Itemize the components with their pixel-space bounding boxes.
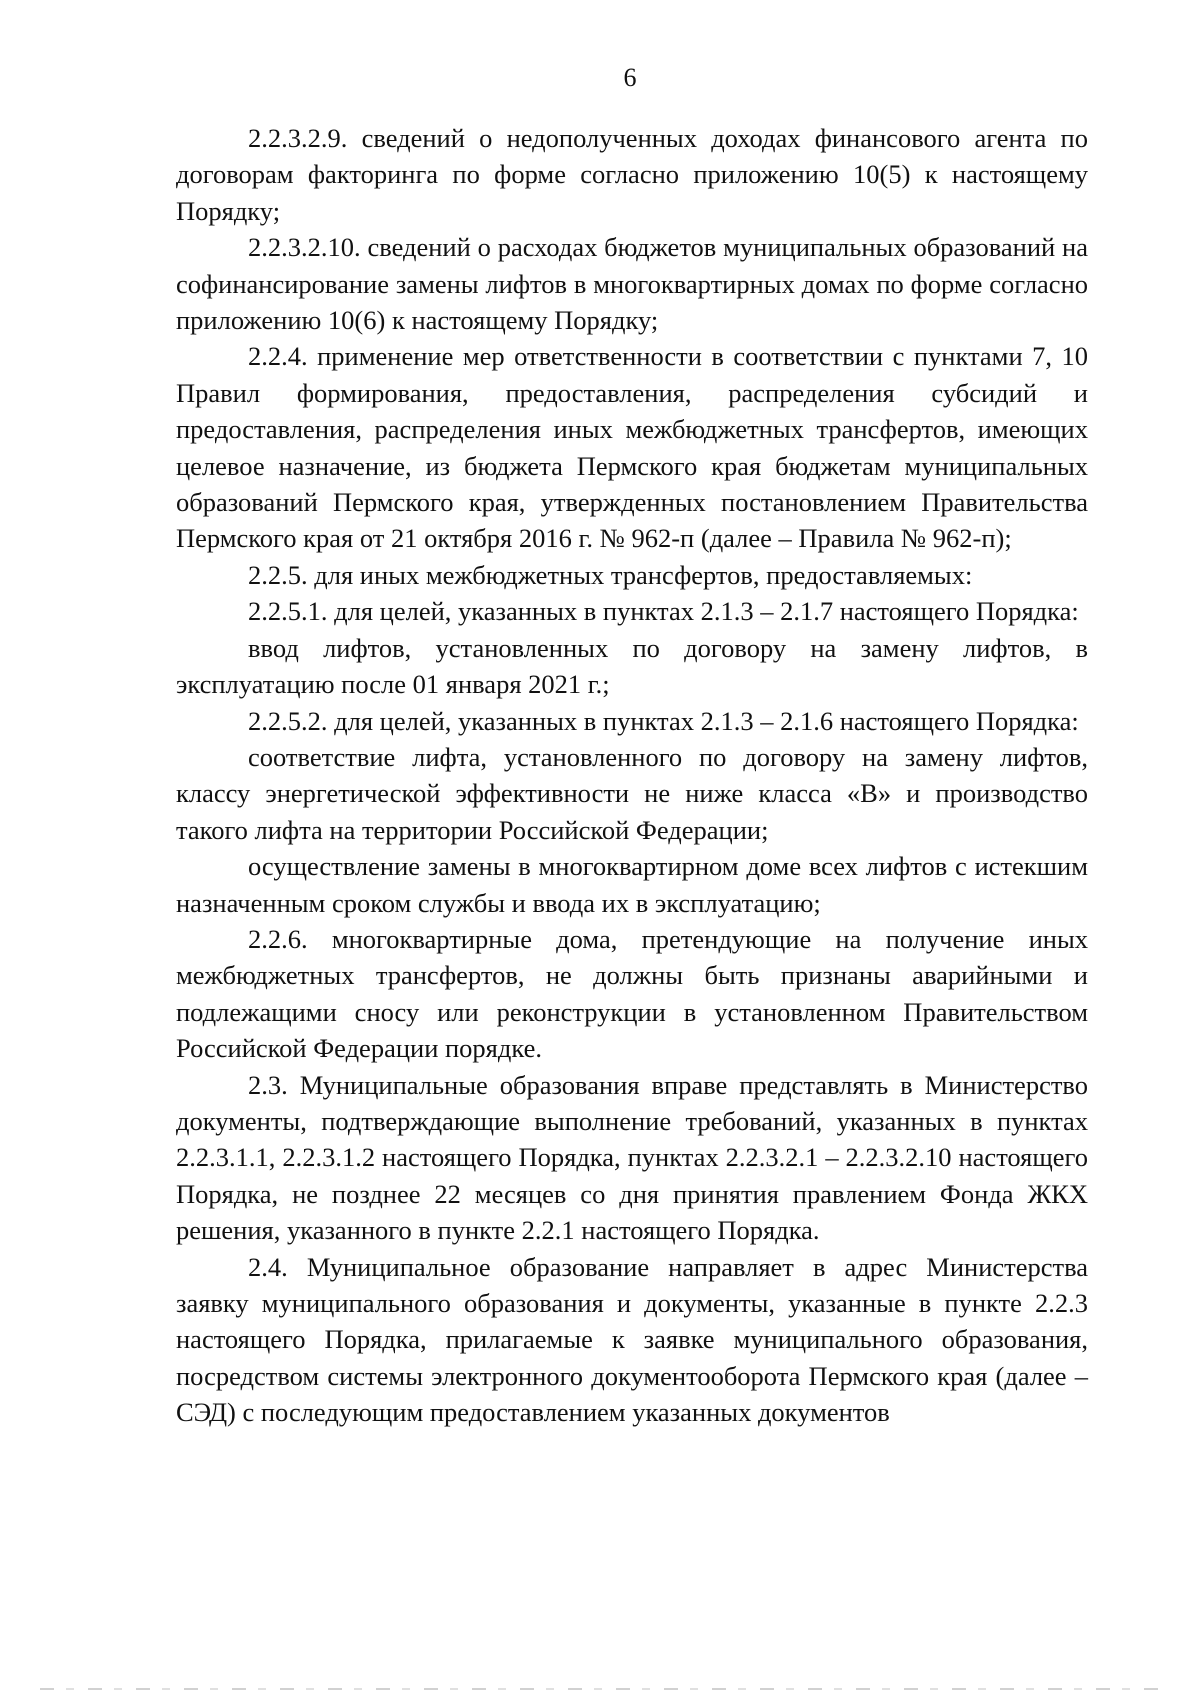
- paragraph-2-2-5-2: 2.2.5.2. для целей, указанных в пунктах 2.1.3 – 2.1.6 настоящего Порядка:: [248, 705, 1079, 736]
- paragraph-2-2-5-1: 2.2.5.1. для целей, указанных в пунктах 2.1.3 – 2.1.7 настоящего Порядка:: [248, 596, 1079, 627]
- paragraph-2-2-3-2-10: 2.2.3.2.10. сведений о расходах бюджетов муниципальных образований на софинансирование замены лифтов в многоквартирных домах по форме согласно приложению 10(6) к настоящему Порядку;: [176, 232, 1088, 336]
- paragraph-2-2-4: 2.2.4. применение мер ответственности в соответствии с пунктами 7, 10 Правил формирования, предоставления, распределения субсидий и предоставления, распределения иных межбюджетных трансфертов, имеющих целевое назначение, из бюджета Пермского края бюджетам муниципальных образований Пермского края, утвержденных постановлением Правительства Пермского края от 21 октября 2016 г. № 962-п (далее – Правила № 962-п);: [176, 341, 1088, 554]
- paragraph-lift-commissioning: ввод лифтов, установленных по договору на замену лифтов, в эксплуатацию после 01 января 2021 г.;: [176, 632, 1088, 700]
- scan-edge-artifact: [40, 1688, 1160, 1690]
- paragraph-2-2-6: 2.2.6. многоквартирные дома, претендующие на получение иных межбюджетных трансфертов, не должны быть признаны аварийными и подлежащими сносу или реконструкции в установленном Правительством Российской Федерации порядке.: [176, 923, 1088, 1064]
- paragraph-energy-class: соответствие лифта, установленного по договору на замену лифтов, классу энергетической эффективности не ниже класса «В» и производство такого лифта на территории Российской Федерации;: [176, 741, 1088, 845]
- paragraph-2-2-3-2-9: 2.2.3.2.9. сведений о недополученных доходах финансового агента по договорам факторинга по форме согласно приложению 10(5) к настоящему Порядку;: [176, 123, 1088, 226]
- paragraph-all-lifts-replacement: осуществление замены в многоквартирном доме всех лифтов с истекшим назначенным сроком службы и ввода их в эксплуатацию;: [176, 851, 1088, 918]
- paragraph-2-2-5: 2.2.5. для иных межбюджетных трансфертов, предоставляемых:: [248, 559, 973, 590]
- paragraph-2-3: 2.3. Муниципальные образования вправе представлять в Министерство документы, подтверждающие выполнение требований, указанных в пунктах 2.2.3.1.1, 2.2.3.1.2 настоящего Порядка, пунктах 2.2.3.2.1 – 2.2.3.2.10 настоящего Порядка, не позднее 22 месяцев со дня принятия правлением Фонда ЖКХ решения, указанного в пункте 2.2.1 настоящего Порядка.: [176, 1069, 1088, 1246]
- page-number: 6: [623, 63, 637, 92]
- paragraph-2-4: 2.4. Муниципальное образование направляет в адрес Министерства заявку муниципального образования и документы, указанные в пункте 2.2.3 настоящего Порядка, прилагаемые к заявке муниципального образования, посредством системы электронного документооборота Пермского края (далее – СЭД) с последующим предоставлением указанных документов: [176, 1251, 1088, 1428]
- document-body: [176, 120, 1088, 1431]
